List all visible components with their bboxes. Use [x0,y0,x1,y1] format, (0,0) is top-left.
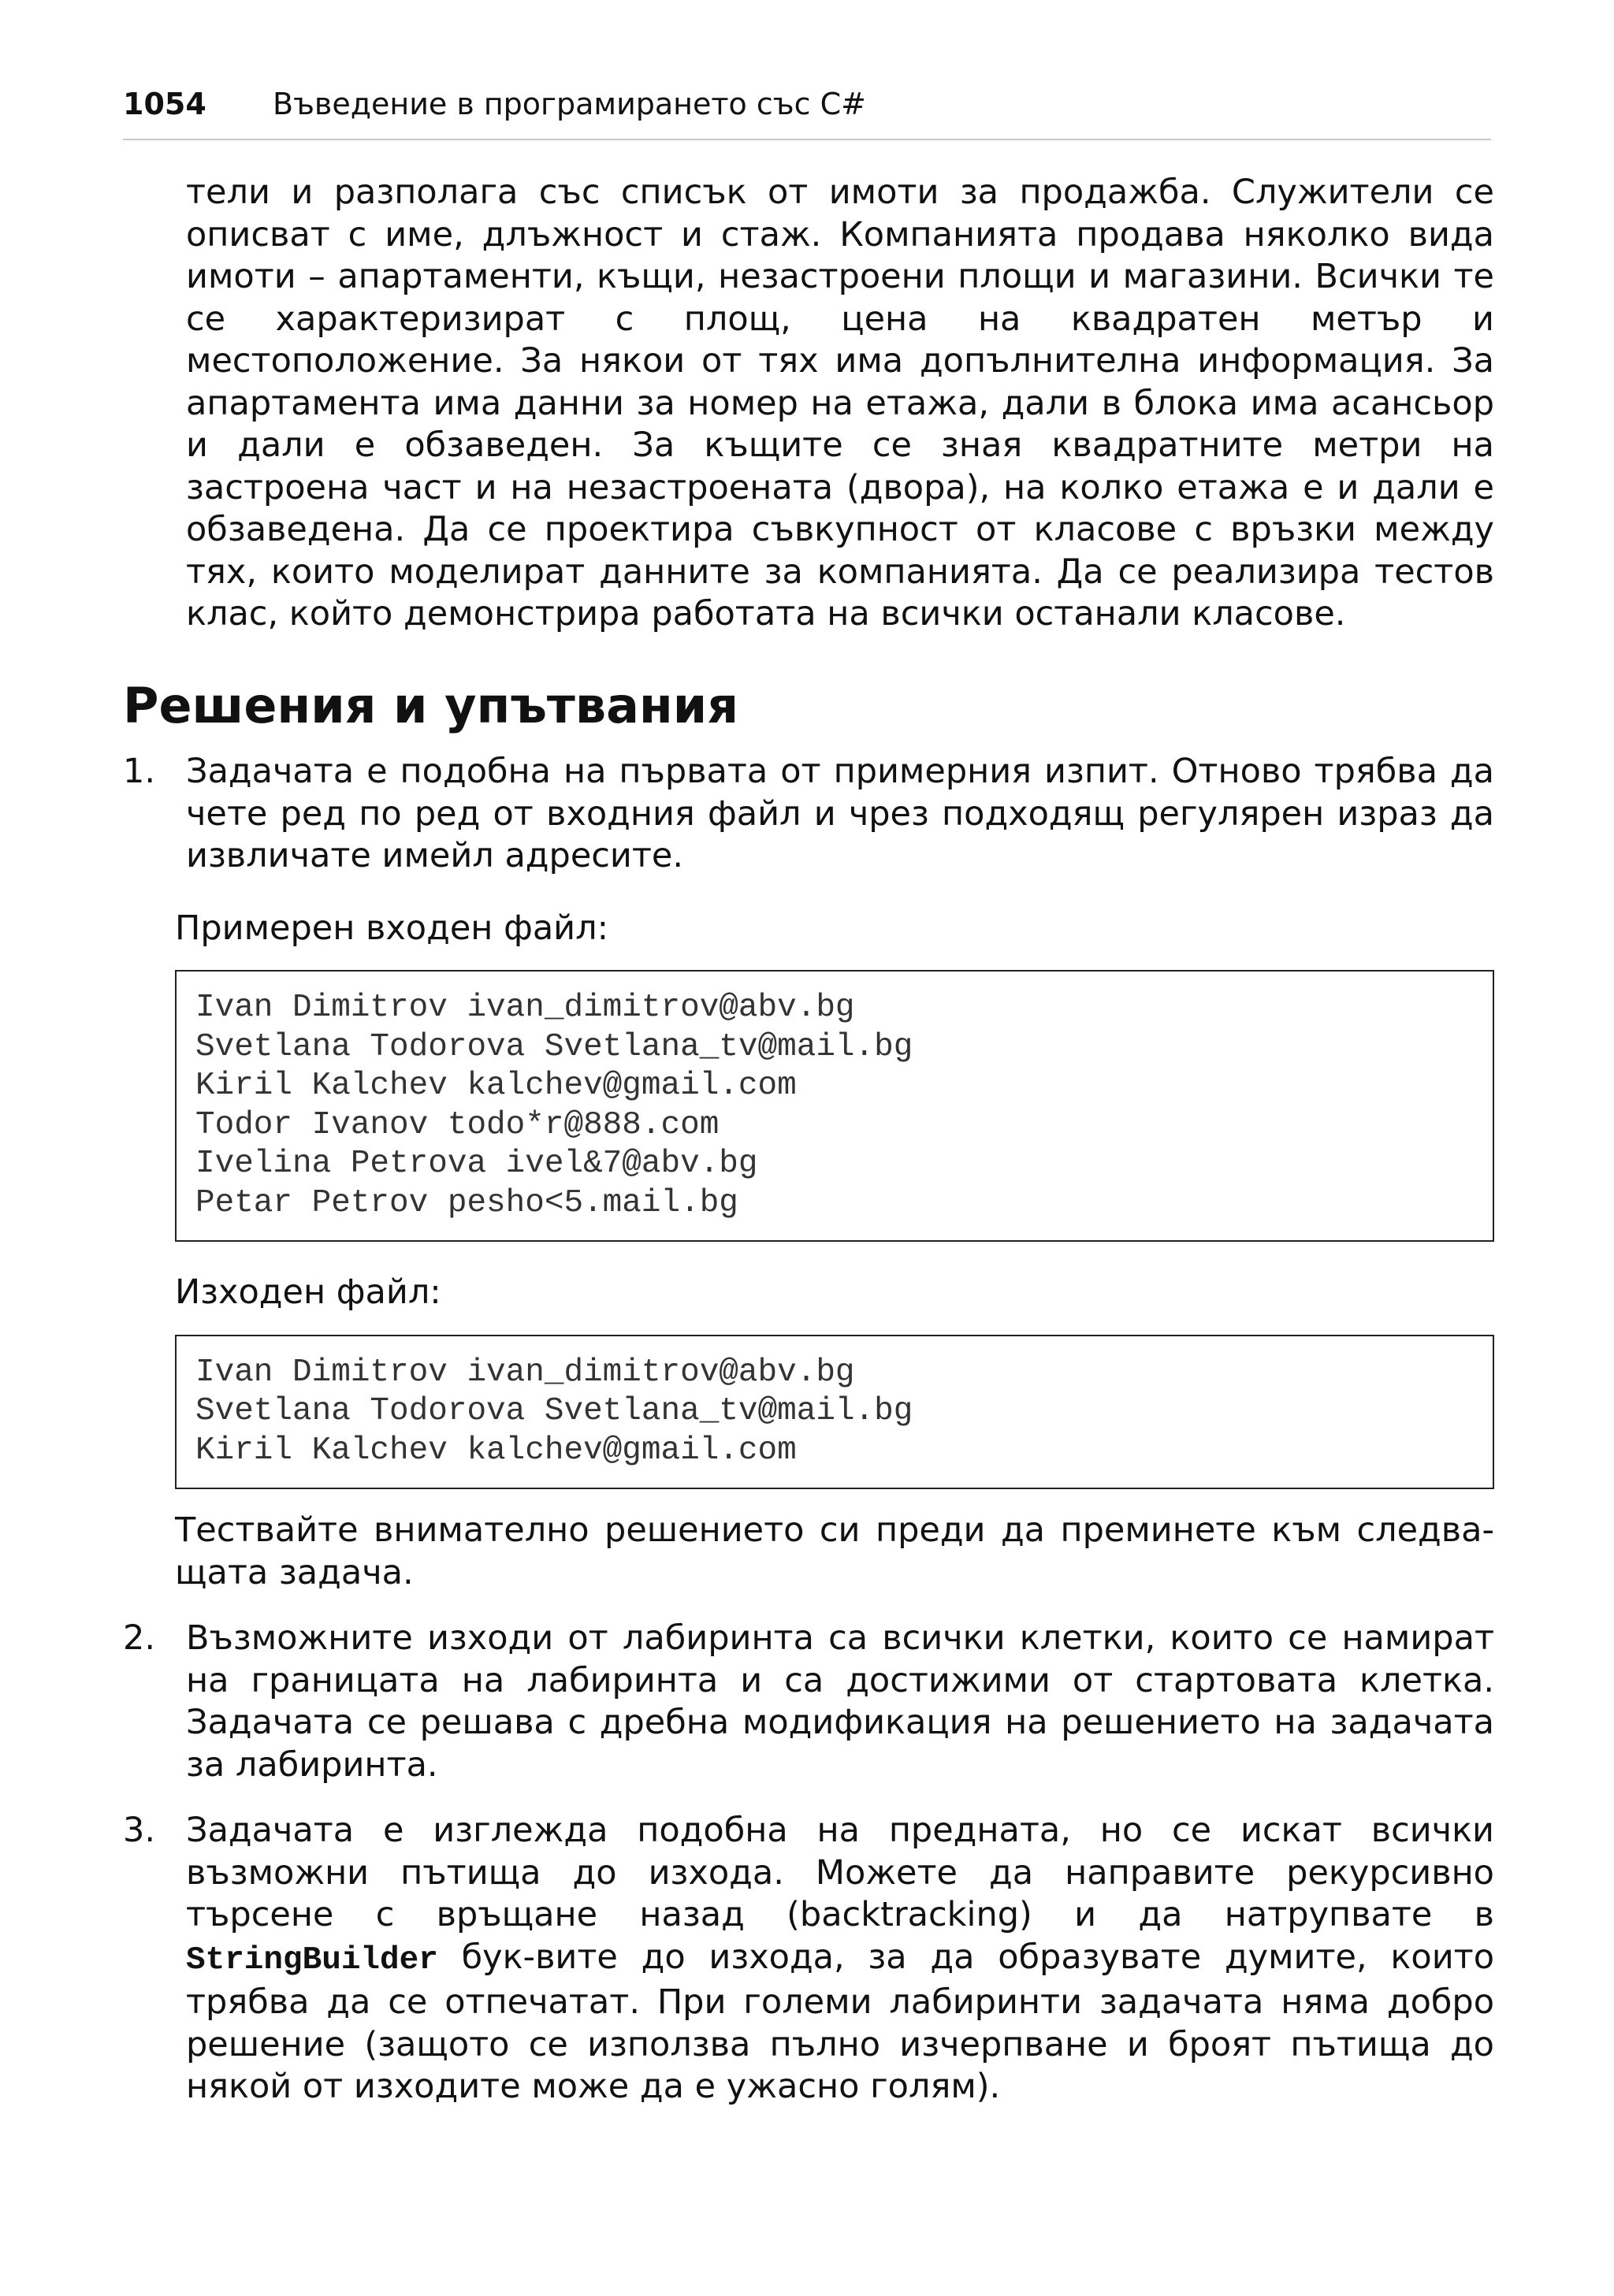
item-number: 2. [123,1618,156,1658]
intro-paragraph: тели и разполага със списък от имоти за продажба. Служители се описват с име, длъжност и стаж. Компанията продава няколко вида имоти – апартаменти, къщи, незастроени площи и магазини. Всички те се характеризират с площ, цена на квадратен метър и местоположение. За някои от тях има допълнителна информация. За апартамента има данни за номер на етажа, дали в блока има асансьор и дали е обзаведен. За къщите се зная квадратните метри на застроена част и на незастроената (двора), на колко етажа е и дали е обзаведена. Да се проектира съвкупност от класове с връзки между тях, които моделират данните за компанията. Да се реализира тестов клас, който демонстрира работата на всички останали класове. [186,173,1494,633]
code-line: Ivan Dimitrov ivan_dimitrov@abv.bg [195,1354,855,1391]
code-line: Ivan Dimitrov ivan_dimitrov@abv.bg [195,990,855,1026]
inline-code: StringBuilder [186,1941,438,1978]
intro-section [186,172,1494,636]
header-divider [123,139,1491,140]
solutions-list [123,751,1494,2108]
code-line: Kiril Kalchev kalchev@gmail.com [195,1432,797,1469]
code-line: Svetlana Todorova Svetlana_tv@mail.bg [195,1028,913,1065]
item-text-after-code: бук-вите до изхода, за да образувате думите, които трябва да се отпечатат. При големи лабиринти задачата няма добро решение (защото се използва пълно изчерпване и броят пътища до някой от изходите може да е ужасно голям). [186,1937,1494,2106]
item-number: 1. [123,752,156,791]
output-file-box [175,1335,1494,1490]
code-line: Todor Ivanov todo*r@888.com [195,1106,720,1143]
item-text-before-code: Задачата е изглежда подобна на предната, но се искат всички възможни пътища до изхода. Можете да направите рекурсивно търсене с връщане назад (backtracking) и да натрупвате в [186,1811,1494,1934]
item-text [186,1810,1494,2108]
input-file-box [175,970,1494,1242]
output-file-label: Изходен файл: [175,1272,441,1312]
section-heading: Решения и упътвания [123,677,739,734]
input-file-label: Примерен входен файл: [175,908,609,948]
code-line: Svetlana Todorova Svetlana_tv@mail.bg [195,1393,913,1429]
item-text: Задачата е подобна на първата от примерния изпит. Отново трябва да чете ред по ред от входния файл и чрез подходящ регулярен израз да извличате имейл адресите. [186,752,1494,875]
code-line: Kiril Kalchev kalchev@gmail.com [195,1068,797,1104]
item-text: Възможните изходи от лабиринта са всички клетки, които се намират на границата на лабиринта и са достижими от стартовата клетка. Задачата се решава с дребна модификация на решението на задачата за лабиринта. [186,1618,1494,1785]
code-line: Ivelina Petrova ivel&7@abv.bg [195,1146,758,1182]
item-number: 3. [123,1811,156,1850]
list-item [123,751,1494,1594]
list-item [123,1618,1494,1786]
book-title: Въведение в програмирането със C# [273,87,866,121]
testing-note: Тествайте внимателно решението си преди да преминете към следва-щата задача. [175,1510,1494,1592]
page-number: 1054 [123,87,206,121]
page-header [123,82,1491,126]
list-item [123,1810,1494,2108]
code-line: Petar Petrov pesho<5.mail.bg [195,1184,738,1221]
